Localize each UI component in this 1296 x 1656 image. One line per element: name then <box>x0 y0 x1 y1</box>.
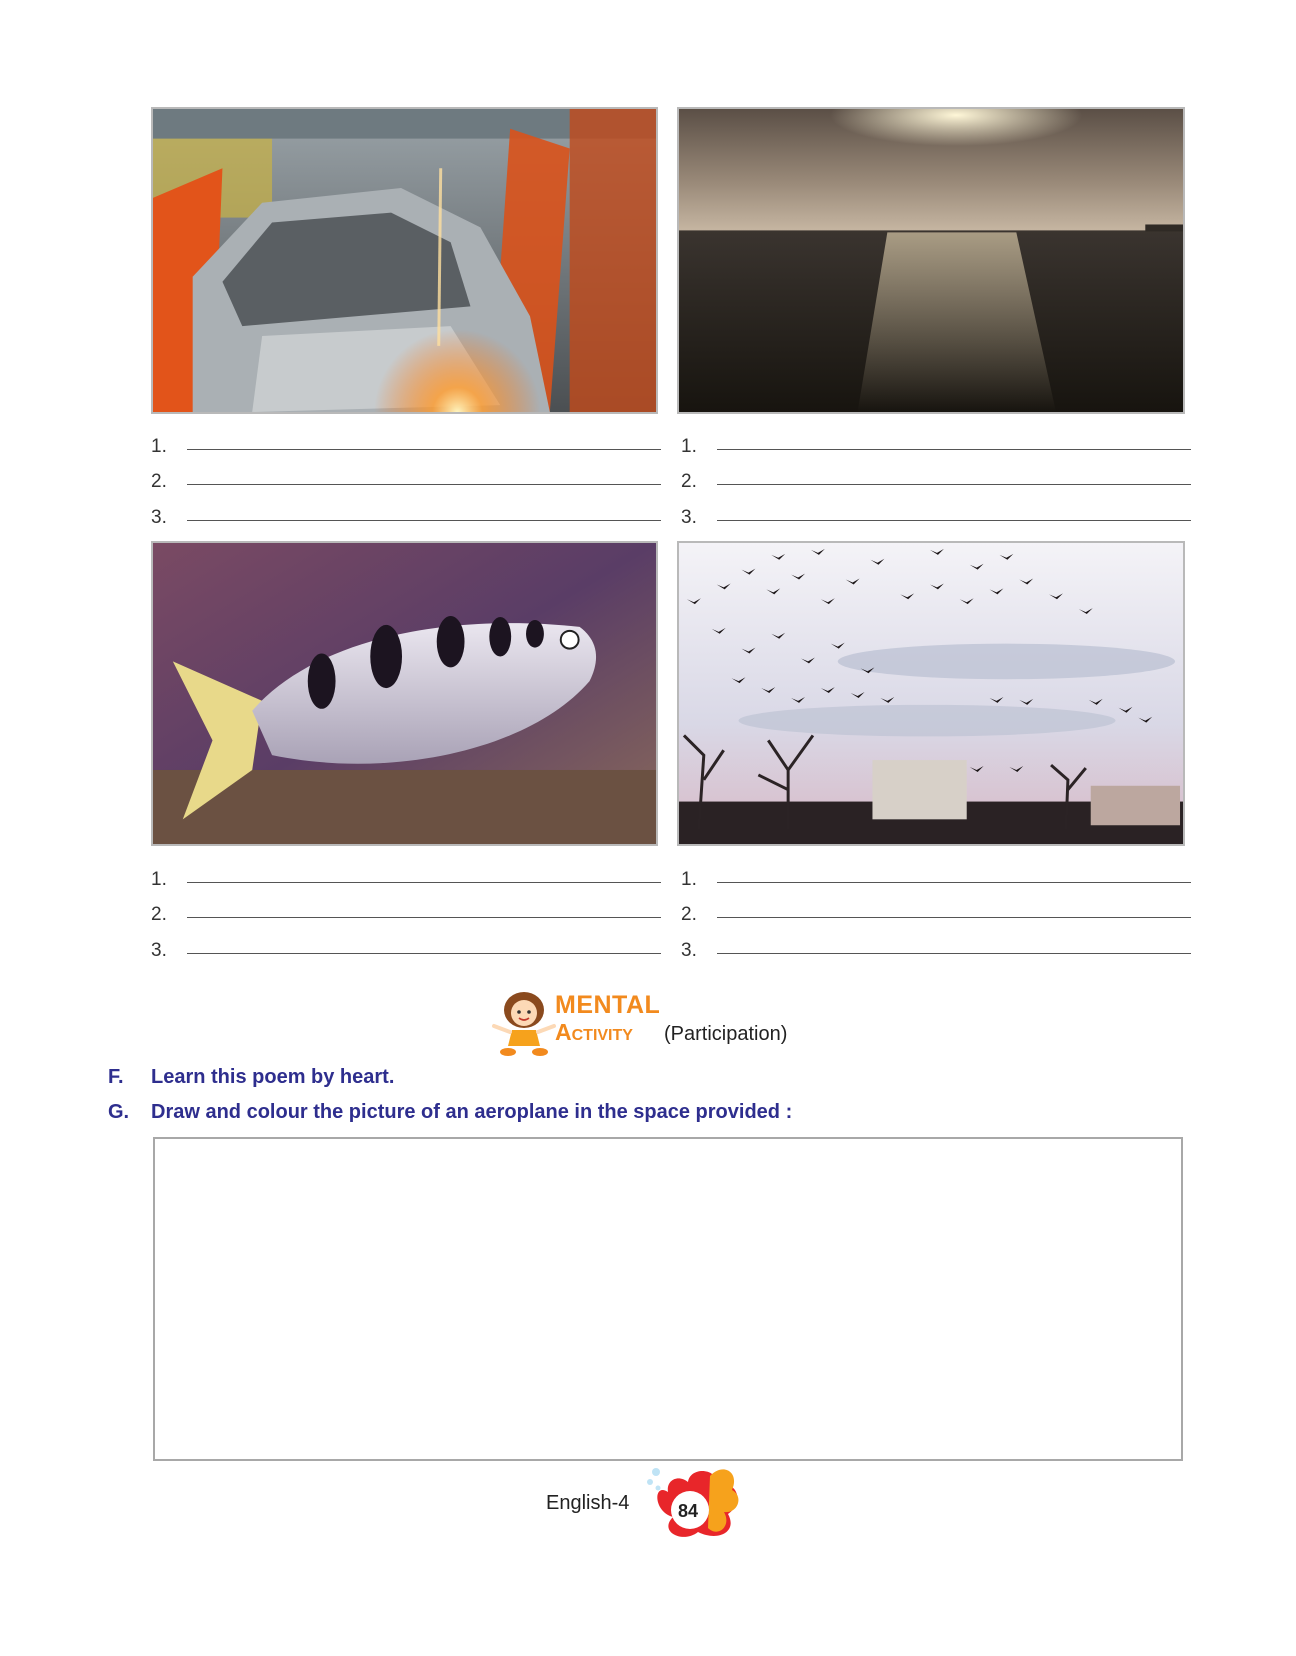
answer-lines-3 <box>151 857 661 964</box>
question-letter: G. <box>108 1101 130 1123</box>
answer-lines-4 <box>681 857 1191 964</box>
answer-line[interactable] <box>151 857 661 893</box>
answer-line[interactable] <box>681 495 1191 531</box>
answer-number: 2. <box>681 904 697 925</box>
answer-number: 2. <box>681 471 697 492</box>
car-factory-photo <box>151 107 658 414</box>
answer-line[interactable] <box>681 460 1191 496</box>
answer-line[interactable] <box>681 857 1191 893</box>
mental-title: MENTAL <box>555 991 661 1019</box>
mental-activity-heading <box>488 986 828 1058</box>
answer-number: 3. <box>681 939 697 961</box>
participation-note: (Participation) <box>664 1023 788 1045</box>
answer-line[interactable] <box>151 893 661 929</box>
answer-number: 2. <box>151 471 167 492</box>
question-f <box>108 1066 394 1089</box>
answer-line[interactable] <box>681 893 1191 929</box>
question-text: Learn this poem by heart. <box>151 1066 395 1088</box>
book-title: English-4 <box>546 1492 630 1514</box>
question-text: Draw and colour the picture of an aeroplane in the space provided : <box>151 1101 793 1123</box>
answer-number: 1. <box>151 868 167 890</box>
answer-line[interactable] <box>151 495 661 531</box>
answer-lines-1 <box>151 424 661 531</box>
answer-line[interactable] <box>681 424 1191 460</box>
birds-photo <box>677 541 1185 846</box>
answer-number: 1. <box>681 435 697 457</box>
activity-subtitle: Activity <box>555 1019 633 1045</box>
answer-line[interactable] <box>151 424 661 460</box>
page-footer <box>546 1462 746 1542</box>
answer-number: 3. <box>151 506 167 528</box>
sea-sunset-photo <box>677 107 1185 414</box>
question-letter: F. <box>108 1066 124 1088</box>
answer-number: 1. <box>151 435 167 457</box>
answer-line[interactable] <box>151 460 661 496</box>
answer-lines-2 <box>681 424 1191 531</box>
girl-mascot-icon <box>488 986 560 1058</box>
question-g <box>108 1101 792 1124</box>
answer-number: 2. <box>151 904 167 925</box>
answer-number: 1. <box>681 868 697 890</box>
answer-number: 3. <box>681 506 697 528</box>
answer-number: 3. <box>151 939 167 961</box>
drawing-area[interactable] <box>153 1137 1183 1461</box>
answer-line[interactable] <box>151 928 661 964</box>
page-number: 84 <box>677 1501 699 1521</box>
answer-line[interactable] <box>681 928 1191 964</box>
fish-photo <box>151 541 658 846</box>
